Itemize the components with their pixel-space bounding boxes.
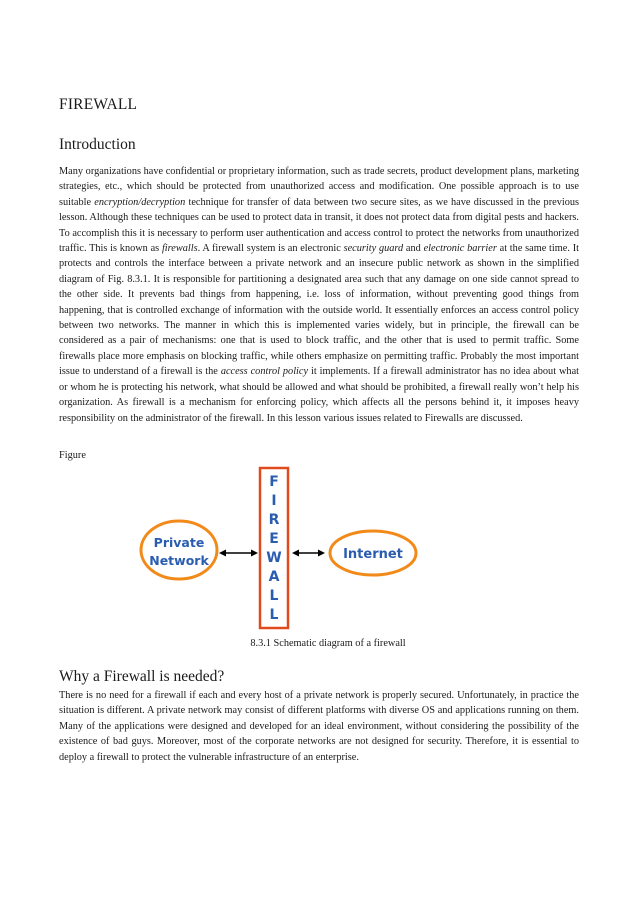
figure-label: Figure bbox=[59, 450, 86, 461]
firewall-letter-a: A bbox=[268, 569, 280, 585]
firewall-letter-e: E bbox=[269, 531, 279, 547]
intro-text-4: and bbox=[403, 243, 424, 255]
firewall-diagram bbox=[136, 464, 426, 634]
internet-label: Internet bbox=[343, 547, 403, 562]
private-network-ellipse bbox=[141, 521, 217, 579]
why-heading: Why a Firewall is needed? bbox=[59, 668, 225, 685]
intro-paragraph bbox=[59, 164, 579, 426]
intro-heading: Introduction bbox=[59, 136, 136, 153]
why-paragraph: There is no need for a firewall if each and every host of a private network is properly secured. Unfortunately, in practice the situation is different. A private network may consist of different platforms with diverse OS and applications running on them. Many of the applications were designed and developed for an ideal environment, without considering the possibility of the existence of bad guys. Moreover, most of the corporate networks are not designed for security. Therefore, it is essential to deploy a firewall to protect the vulnerable infrastructure of an enterprise. bbox=[59, 690, 579, 763]
right-double-arrow bbox=[292, 550, 325, 557]
firewall-letters bbox=[266, 474, 281, 623]
private-network-label-line2: Network bbox=[149, 553, 209, 568]
intro-emphasis-encryption: encryption/decryption bbox=[94, 196, 186, 208]
intro-text-6: it implements. If a firewall administrator has no idea about what or whom he is protecting his network, what should be allowed and what should be prohibited, a firewall really won’t help his organization. As firewall is a mechanism for enforcing policy, which affects all the persons behind it, it imposes heavy responsibility on the administrator of the firewall. In this lesson various issues related to Firewalls are discussed. bbox=[59, 366, 579, 424]
private-network-label-line1: Private bbox=[153, 535, 205, 550]
firewall-letter-l2: L bbox=[269, 607, 279, 623]
firewall-letter-w: W bbox=[266, 550, 282, 566]
intro-emphasis-security-guard: security guard bbox=[343, 243, 404, 255]
intro-emphasis-firewalls: firewalls bbox=[161, 243, 198, 255]
firewall-letter-f: F bbox=[269, 474, 279, 490]
firewall-letter-l1: L bbox=[269, 588, 279, 604]
figure-caption: 8.3.1 Schematic diagram of a firewall bbox=[250, 638, 406, 649]
intro-text-3: . A firewall system is an electronic bbox=[197, 243, 344, 255]
intro-emphasis-access-control-policy: access control policy bbox=[220, 366, 309, 378]
intro-emphasis-electronic-barrier: electronic barrier bbox=[423, 243, 497, 255]
document-title: FIREWALL bbox=[59, 96, 138, 113]
intro-text-5: at the same time. It protects and controls the interface between a private network and an insecure public network as shown in the simplified diagram of Fig. 8.3.1. It is responsible for partitioning a designated area such that any damage on one side cannot spread to the other side. It prevents bad things from happening, i.e. loss of information, without preventing good things from happening, that is controlled exchange of information with the outside world. It essentially enforces an access control policy between two networks. The manner in which this is implemented varies widely, but in principle, the firewall can be considered as a pair of mechanisms: one that is used to block traffic, and the other that is used to permit traffic. Some firewalls place more emphasis on blocking traffic, while others emphasize on permitting traffic. Probably the most important issue to understand of a firewall is the bbox=[59, 243, 579, 378]
firewall-letter-r: R bbox=[268, 512, 280, 528]
firewall-letter-i: I bbox=[271, 493, 277, 509]
firewall-box bbox=[260, 468, 288, 628]
left-double-arrow bbox=[219, 550, 258, 557]
intro-text-2: technique for transfer of data between two secure sites, as we have discussed in the previous lesson. Although these techniques can be used to protect data in transit, it does not protect data from digital pests and hackers. To accomplish this it is necessary to perform user authentication and access control to protect the networks from unauthorized traffic. This is known as bbox=[59, 196, 580, 255]
intro-text-1: Many organizations have confidential or proprietary information, such as trade secrets, product development plans, marketing strategies, etc., which should be protected from unauthorized access and modification. One possible approach is to use suitable bbox=[59, 166, 579, 208]
